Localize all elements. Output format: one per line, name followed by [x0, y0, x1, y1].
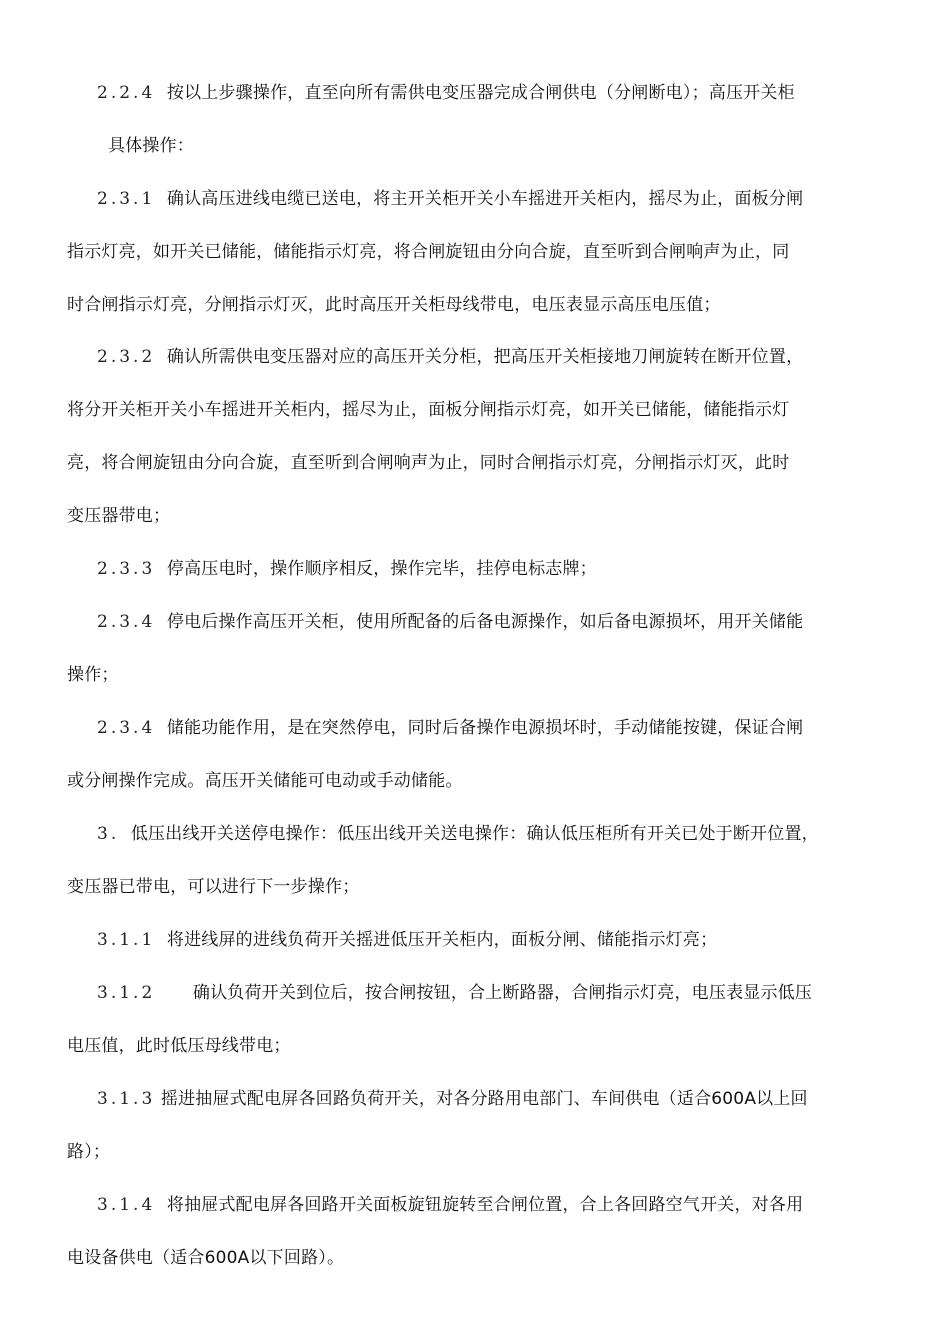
paragraph-text: 确认高压进线电缆已送电，将主开关柜开关小车摇进开关柜内，摇尽为止，面板分闸 — [166, 189, 804, 209]
paragraph-text: 停电后操作高压开关柜，使用所配备的后备电源操作，如后备电源损坏，用开关储能 — [166, 612, 804, 632]
paragraph-text: 确认负荷开关到位后，按合闸按钮，合上断路器，合闸指示灯亮，电压表显示低压 — [192, 983, 813, 1003]
paragraph-line — [97, 1192, 803, 1218]
paragraph-line — [67, 1139, 110, 1165]
section-number: 3.1.1 — [97, 930, 156, 950]
paragraph-text: 指示灯亮，如开关已储能，储能指示灯亮，将合闸旋钮由分向合旋，直至听到合闸响声为止，同 — [67, 242, 790, 262]
paragraph-line — [97, 80, 795, 106]
paragraph-text: 变压器已带电，可以进行下一步操作； — [67, 877, 360, 897]
paragraph-text: 将分开关柜开关小车摇进开关柜内，摇尽为止，面板分闸指示灯亮，如开关已储能，储能指示灯 — [67, 400, 790, 420]
section-number: 2.3.4 — [97, 718, 156, 738]
paragraph-text: 按以上步骤操作，直至向所有需供电变压器完成合闸供电（分闸断电）；高压开关柜 — [166, 83, 795, 103]
paragraph-line — [67, 239, 789, 265]
paragraph-line — [67, 292, 721, 318]
paragraph-line — [67, 874, 359, 900]
paragraph-text: 路）； — [67, 1142, 111, 1162]
paragraph-text: 电压值，此时低压母线带电； — [67, 1036, 291, 1056]
paragraph-line — [67, 397, 789, 423]
section-number: 3. — [97, 824, 120, 844]
paragraph-line — [67, 503, 170, 529]
paragraph-line — [97, 186, 803, 212]
section-number: 2.3.1 — [97, 189, 156, 209]
paragraph-text: 确认所需供电变压器对应的高压开关分柜，把高压开关柜接地刀闸旋转在断开位置， — [166, 347, 804, 367]
section-number: 2.2.4 — [97, 83, 156, 103]
paragraph-line — [97, 715, 803, 741]
section-number: 2.3.3 — [97, 559, 156, 579]
paragraph-text: 电设备供电（适合600A以下回路）。 — [67, 1248, 345, 1268]
paragraph-text: 变压器带电； — [67, 506, 171, 526]
paragraph-text: 操作； — [67, 665, 119, 685]
paragraph-line — [67, 450, 789, 476]
paragraph-line — [97, 556, 597, 582]
section-number: 2.3.4 — [97, 612, 156, 632]
section-number: 3.1.2 — [97, 983, 156, 1003]
paragraph-text: 低压出线开关送停电操作：低压出线开关送电操作：确认低压柜所有开关已处于断开位置， — [130, 824, 819, 844]
paragraph-line — [67, 1245, 344, 1271]
section-number: 2.3.2 — [97, 347, 156, 367]
paragraph-line — [97, 980, 812, 1006]
paragraph-text: 摇进抽屉式配电屏各回路负荷开关，对各分路用电部门、车间供电（适合600A以上回 — [160, 1089, 808, 1109]
paragraph-line — [97, 821, 819, 847]
section-number: 3.1.4 — [97, 1195, 156, 1215]
section-number: 3.1.3 — [97, 1089, 156, 1109]
paragraph-line — [97, 1086, 808, 1112]
paragraph-text: 具体操作： — [108, 136, 194, 156]
paragraph-text: 将进线屏的进线负荷开关摇进低压开关柜内，面板分闸、储能指示灯亮； — [166, 930, 718, 950]
paragraph-line — [67, 1033, 291, 1059]
paragraph-line — [67, 768, 463, 794]
paragraph-text: 或分闸操作完成。高压开关储能可电动或手动储能。 — [67, 771, 463, 791]
paragraph-line — [97, 344, 803, 370]
paragraph-text: 停高压电时，操作顺序相反，操作完毕，挂停电标志牌； — [166, 559, 597, 579]
paragraph-text: 将抽屉式配电屏各回路开关面板旋钮旋转至合闸位置，合上各回路空气开关，对各用 — [166, 1195, 804, 1215]
paragraph-line — [67, 662, 119, 688]
paragraph-line — [108, 133, 194, 159]
paragraph-text: 时合闸指示灯亮，分闸指示灯灭，此时高压开关柜母线带电，电压表显示高压电压值； — [67, 295, 721, 315]
paragraph-line — [97, 609, 803, 635]
paragraph-text: 储能功能作用，是在突然停电，同时后备操作电源损坏时，手动储能按键，保证合闸 — [166, 718, 804, 738]
paragraph-line — [97, 927, 717, 953]
paragraph-text: 亮，将合闸旋钮由分向合旋，直至听到合闸响声为止，同时合闸指示灯亮，分闸指示灯灭，此时 — [67, 453, 790, 473]
